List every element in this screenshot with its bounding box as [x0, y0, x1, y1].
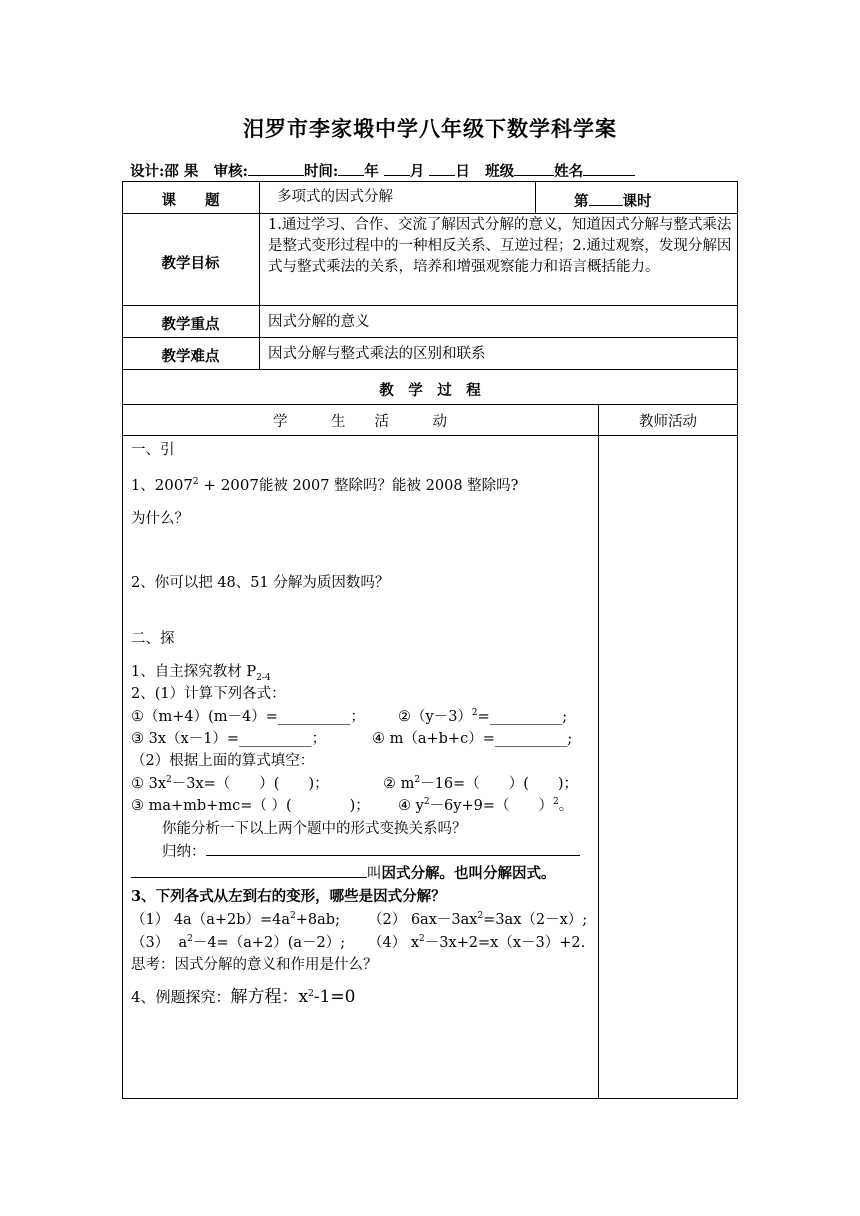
class-label: 班级: [485, 163, 515, 180]
question-2: 2、你可以把 48、51 分解为质因数吗？: [131, 575, 390, 591]
year-label: 年: [364, 163, 379, 180]
goal-text: 1.通过学习、合作、交流了解因式分解的意义，知道因式分解与整式乘法是整式变形过程中的一种相反关系、互逆过程；2.通过观察，发现分解因式与整式乘法的关系，培养和增强观察能力和语言概括能力。: [268, 217, 732, 275]
q1-expression: $2007^2 + 2007$: [154, 476, 259, 494]
explore-1: 1、自主探究教材 $P_{2-4}$: [131, 664, 271, 683]
fill-2: ② $m^2-16=$（ ）( )；: [383, 775, 579, 792]
summary-blank-2[interactable]: [131, 863, 367, 878]
lesson-count: [574, 190, 652, 212]
key-label: 教学重点: [161, 316, 220, 333]
process-heading: 教 学 过 程: [379, 382, 481, 399]
row-divider: [122, 404, 738, 405]
calc-2: $②(y-3)^2=\_\_\_\_\_\_\_\_\_\_$;: [398, 708, 568, 725]
day-label: 日: [455, 163, 470, 180]
q1-text: 能被 2007 整除吗？能被 2008 整除吗?: [258, 478, 519, 494]
difficulty-text: 因式分解与整式乘法的区别和联系: [268, 346, 486, 362]
goal-label: 教学目标: [161, 255, 220, 272]
option-2: （2） $6ax-3ax^2=3ax(2-x)$;: [368, 911, 588, 928]
col-divider: [535, 181, 536, 213]
col-divider: [259, 181, 260, 369]
year-blank[interactable]: [338, 161, 364, 176]
q1-number: 1、: [131, 478, 155, 494]
calc-1: ①（m+4）(m－4）=__________；: [131, 709, 365, 725]
fill-title: （2）根据上面的算式填空：: [131, 753, 315, 769]
row-divider: [122, 337, 738, 338]
topic-value: 多项式的因式分解: [277, 189, 393, 205]
key-text: 因式分解的意义: [268, 314, 370, 330]
question-4: 4、例题探究：解方程：$x^2-1=0$: [131, 987, 356, 1007]
row-divider: [122, 435, 738, 436]
designer-name: 邵 果: [164, 163, 199, 180]
summary-line: 归纳：: [162, 840, 580, 861]
design-label: 设计:: [130, 163, 165, 180]
info-line: [130, 160, 635, 181]
name-blank[interactable]: [583, 161, 635, 176]
question-1-why: 为什么？: [131, 511, 189, 527]
lesson-suffix: 课时: [622, 193, 652, 210]
summary-continuation: 叫因式分解。也叫分解因式。: [131, 862, 556, 883]
month-blank[interactable]: [384, 161, 410, 176]
day-blank[interactable]: [429, 161, 455, 176]
option-1: （1） $4a(a+2b)=4a^2+8ab$;: [131, 911, 340, 928]
fill-1: ① $3x^2-3x=$（ ）( )；: [131, 775, 329, 792]
topic-label: 课 题: [161, 192, 220, 209]
difficulty-label: 教学难点: [161, 348, 220, 365]
explore-2: 2、(1）计算下列各式：: [131, 686, 286, 702]
page-title: 汨罗市李家塅中学八年级下数学科学案: [243, 116, 617, 141]
class-blank[interactable]: [514, 161, 554, 176]
fill-3: ③ ma+mb+mc=（ ）( )；: [131, 798, 370, 814]
question-3: 3、下列各式从左到右的变形，哪些是因式分解？: [131, 888, 446, 905]
row-divider: [122, 305, 738, 306]
lesson-prefix: 第: [574, 193, 589, 210]
question-1: [131, 474, 518, 495]
review-blank[interactable]: [248, 161, 304, 176]
think-question: 思考：因式分解的意义和作用是什么？: [131, 957, 378, 973]
analyze-prompt: 你能分析一下以上两个题中的形式变换关系吗？: [162, 821, 467, 837]
time-label: 时间:: [303, 163, 339, 180]
fill-4: ④ $y^2-6y+9=$（ ）$^2$。: [398, 797, 574, 814]
month-label: 月: [409, 163, 425, 180]
col-divider: [598, 404, 599, 1099]
section-2-heading: 二、探: [131, 631, 175, 647]
row-divider: [122, 369, 738, 370]
section-1-heading: 一、引: [131, 442, 175, 458]
summary-blank[interactable]: [206, 841, 580, 856]
row-divider: [122, 213, 738, 214]
lesson-blank[interactable]: [589, 190, 623, 206]
option-3: （3） $a^2-4=(a+2)(a-2)$;: [131, 934, 346, 951]
calc-4: ④ m（a+b+c）=__________;: [372, 731, 573, 747]
calc-3: ③ 3x（x－1）=__________；: [131, 731, 327, 747]
student-activity-heading: 学 生 活 动: [273, 414, 447, 430]
option-4: （4） $x^2-3x+2=x(x-3)+2$.: [368, 934, 586, 951]
review-label: 审核:: [213, 163, 248, 180]
teacher-activity-heading: 教师活动: [639, 414, 697, 430]
name-label: 姓名: [554, 163, 584, 180]
